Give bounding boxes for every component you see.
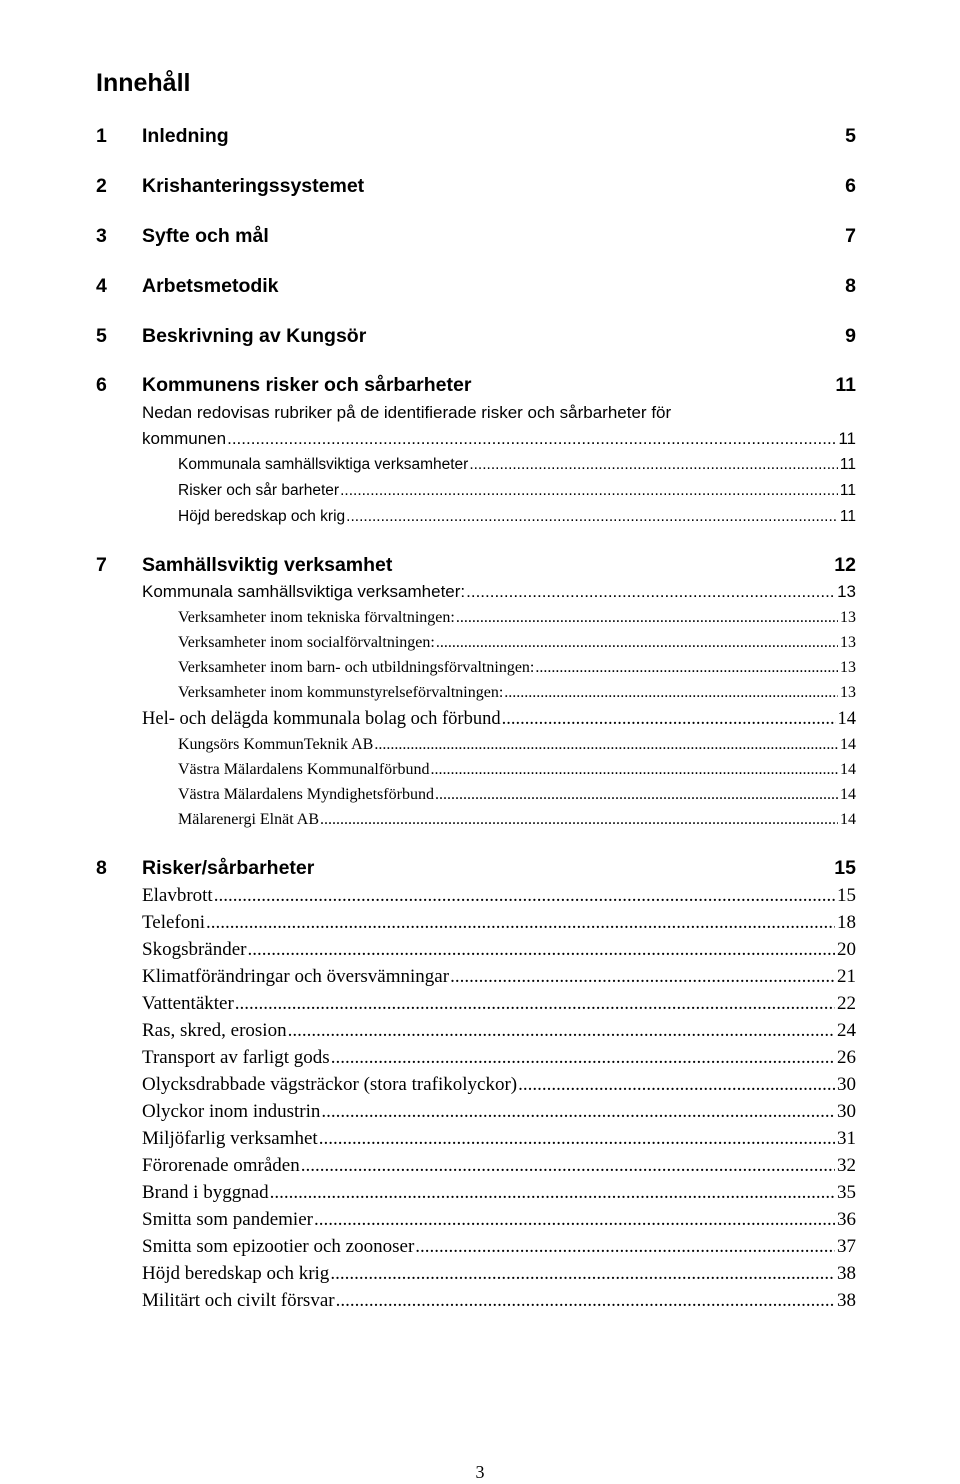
entry-page: 20: [837, 939, 856, 960]
dot-leader: [435, 784, 838, 806]
toc-chapter-3[interactable]: [0, 223, 856, 249]
toc-entry[interactable]: [0, 706, 856, 732]
entry-page: 30: [837, 1074, 856, 1095]
entry-page: 30: [837, 1101, 856, 1122]
entry-page: 13: [840, 659, 856, 676]
dot-leader: [235, 991, 835, 1017]
dot-leader: [346, 506, 838, 528]
dot-leader: [374, 734, 838, 756]
entry-page: 11: [839, 508, 856, 525]
toc-entry[interactable]: [0, 883, 856, 909]
entry-page: 26: [837, 1047, 856, 1068]
chapter-title: Risker/sårbarheter: [142, 857, 315, 879]
dot-leader: [330, 1261, 835, 1287]
toc-entry[interactable]: [0, 759, 856, 781]
entry-title: Kommunala samhällsviktiga verksamheter: [178, 456, 469, 473]
entry-title: Olycksdrabbade vägsträckor (stora trafikolyckor): [142, 1074, 518, 1095]
entry-page: 11: [839, 482, 856, 499]
chapter-page: 8: [845, 275, 856, 297]
entry-title: Skogsbränder: [142, 939, 247, 960]
entry-page: 13: [837, 582, 856, 601]
entry-page: 38: [837, 1290, 856, 1311]
entry-title: Vattentäkter: [142, 993, 234, 1014]
dot-leader: [430, 759, 838, 781]
footer-page-number: 3: [475, 1462, 485, 1482]
dot-leader: [502, 706, 836, 732]
dot-leader: [504, 682, 838, 704]
entry-page: 13: [840, 609, 856, 626]
toc-chapter-5[interactable]: [0, 323, 856, 349]
entry-page: 38: [837, 1263, 856, 1284]
toc-entry[interactable]: [0, 1018, 856, 1044]
entry-page: 21: [837, 966, 856, 987]
entry-page: 13: [840, 634, 856, 651]
entry-page: 37: [837, 1236, 856, 1257]
entry-page: 36: [837, 1209, 856, 1230]
entry-title: Västra Mälardalens Myndighetsförbund: [178, 786, 434, 803]
dot-leader: [469, 454, 838, 476]
entry-page: 14: [837, 709, 856, 729]
entry-page: 14: [840, 761, 856, 778]
entry-title: Verksamheter inom tekniska förvaltningen:: [178, 609, 455, 626]
entry-title: Kommunala samhällsviktiga verksamheter:: [142, 582, 466, 601]
toc-entry[interactable]: [0, 809, 856, 831]
dot-leader: [301, 1153, 835, 1179]
dot-leader: [436, 632, 838, 654]
toc-entry[interactable]: [0, 506, 856, 528]
dot-leader: [227, 427, 836, 451]
chapter-number: 3: [96, 225, 107, 247]
entry-title: Militärt och civilt försvar: [142, 1290, 335, 1311]
toc-entry[interactable]: [0, 937, 856, 963]
entry-page: 18: [837, 912, 856, 933]
chapter-number: 7: [96, 554, 107, 576]
dot-leader: [314, 1207, 835, 1233]
entry-page: 24: [837, 1020, 856, 1041]
chapter-number: 2: [96, 175, 107, 197]
entry-title: Hel- och delägda kommunala bolag och förbund: [142, 709, 501, 729]
toc-entry[interactable]: [0, 657, 856, 679]
toc-entry[interactable]: [0, 1045, 856, 1071]
entry-page: 11: [838, 429, 856, 448]
entry-page: 14: [840, 786, 856, 803]
entry-title: Verksamheter inom barn- och utbildningsförvaltningen:: [178, 659, 535, 676]
entry-page: 15: [837, 885, 856, 906]
chapter-number: 6: [96, 374, 107, 396]
dot-leader: [518, 1072, 835, 1098]
chapter-page: 9: [845, 325, 856, 347]
chapter-page: 7: [845, 225, 856, 247]
dot-leader: [456, 607, 838, 629]
toc-chapter-2[interactable]: [0, 173, 856, 199]
toc-entry[interactable]: [0, 1153, 856, 1179]
entry-title: Höjd beredskap och krig: [142, 1263, 330, 1284]
toc-entry[interactable]: [0, 1099, 856, 1125]
entry-page: 11: [839, 456, 856, 473]
dot-leader: [331, 1045, 835, 1071]
chapter-title: Krishanteringssystemet: [142, 175, 365, 197]
dot-leader: [450, 964, 835, 990]
entry-title: Transport av farligt gods: [142, 1047, 330, 1068]
chapter-title: Kommunens risker och sårbarheter: [142, 374, 472, 396]
entry-page: 14: [840, 811, 856, 828]
entry-title: Telefoni: [142, 912, 206, 933]
dot-leader: [214, 883, 835, 909]
entry-page: 35: [837, 1182, 856, 1203]
entry-title: Brand i byggnad: [142, 1182, 269, 1203]
chapter-number: 8: [96, 857, 107, 879]
toc-chapter-6[interactable]: [0, 372, 856, 398]
toc-entry[interactable]: [0, 427, 856, 451]
entry-page: 13: [840, 684, 856, 701]
entry-title: Verksamheter inom socialförvaltningen:: [178, 634, 435, 651]
entry-page: 32: [837, 1155, 856, 1176]
page-title: Innehåll: [96, 69, 191, 97]
toc-entry[interactable]: [0, 1072, 856, 1098]
dot-leader: [535, 657, 838, 679]
toc-entry[interactable]: [0, 1261, 856, 1287]
chapter-page: 12: [834, 554, 856, 576]
toc-entry[interactable]: [0, 1288, 856, 1314]
toc-entry[interactable]: [0, 682, 856, 704]
entry-title: Olyckor inom industrin: [142, 1101, 321, 1122]
entry-title: Risker och sår barheter: [178, 482, 340, 499]
chapter-page: 15: [834, 857, 856, 879]
entry-title: Smitta som epizootier och zoonoser: [142, 1236, 415, 1257]
entry-page: 31: [837, 1128, 856, 1149]
dot-leader: [321, 1099, 835, 1125]
chapter-number: 1: [96, 125, 107, 147]
chapter-title: Syfte och mål: [142, 225, 269, 247]
entry-page: 22: [837, 993, 856, 1014]
dot-leader: [206, 910, 835, 936]
entry-title: Mälarenergi Elnät AB: [178, 811, 319, 828]
entry-title: Miljöfarlig verksamhet: [142, 1128, 318, 1149]
toc-entry[interactable]: [0, 607, 856, 629]
toc-entry[interactable]: [0, 784, 856, 806]
entry-title: kommunen: [142, 429, 227, 448]
toc-entry[interactable]: [0, 632, 856, 654]
chapter-number: 5: [96, 325, 107, 347]
entry-title: Kungsörs KommunTeknik AB: [178, 736, 374, 753]
chapter-page: 5: [845, 125, 856, 147]
entry-title: Västra Mälardalens Kommunalförbund: [178, 761, 430, 778]
toc-entry[interactable]: [0, 1207, 856, 1233]
toc-entry[interactable]: [0, 454, 856, 476]
dot-leader: [320, 809, 838, 831]
toc-chapter-4[interactable]: [0, 273, 856, 299]
toc-entry[interactable]: [0, 734, 856, 756]
chapter-page: 6: [845, 175, 856, 197]
toc-entry[interactable]: [0, 580, 856, 604]
toc-entry[interactable]: [0, 991, 856, 1017]
dot-leader: [288, 1018, 835, 1044]
toc-chapter-1[interactable]: [0, 123, 856, 149]
toc-entry[interactable]: [0, 1234, 856, 1260]
entry-page: 14: [840, 736, 856, 753]
chapter-number: 4: [96, 275, 107, 297]
chapter-page: 11: [835, 374, 856, 396]
toc-entry[interactable]: [0, 480, 856, 502]
dot-leader: [340, 480, 838, 502]
entry-title: Elavbrott: [142, 885, 213, 906]
entry-title: Smitta som pandemier: [142, 1209, 313, 1230]
chapter-title: Arbetsmetodik: [142, 275, 279, 297]
dot-leader: [270, 1180, 835, 1206]
chapter-title: Inledning: [142, 125, 229, 147]
dot-leader: [319, 1126, 835, 1152]
dot-leader: [415, 1234, 835, 1260]
chapter-title: Samhällsviktig verksamhet: [142, 554, 393, 576]
toc-entry[interactable]: [0, 1180, 856, 1206]
entry-title: Klimatförändringar och översvämningar: [142, 966, 450, 987]
toc-entry[interactable]: [0, 964, 856, 990]
dot-leader: [466, 580, 835, 604]
dot-leader: [336, 1288, 835, 1314]
chapter-6-intro: Nedan redovisas rubriker på de identifierade risker och sårbarheter för: [142, 403, 672, 422]
toc-entry[interactable]: [0, 910, 856, 936]
entry-title: Förorenade områden: [142, 1155, 300, 1176]
toc-chapter-7[interactable]: [0, 552, 856, 578]
dot-leader: [247, 937, 835, 963]
entry-title: Ras, skred, erosion: [142, 1020, 287, 1041]
entry-title: Verksamheter inom kommunstyrelseförvaltningen:: [178, 684, 504, 701]
toc-chapter-8[interactable]: [0, 855, 856, 881]
toc-entry[interactable]: [0, 1126, 856, 1152]
chapter-title: Beskrivning av Kungsör: [142, 325, 367, 347]
entry-title: Höjd beredskap och krig: [178, 508, 346, 525]
